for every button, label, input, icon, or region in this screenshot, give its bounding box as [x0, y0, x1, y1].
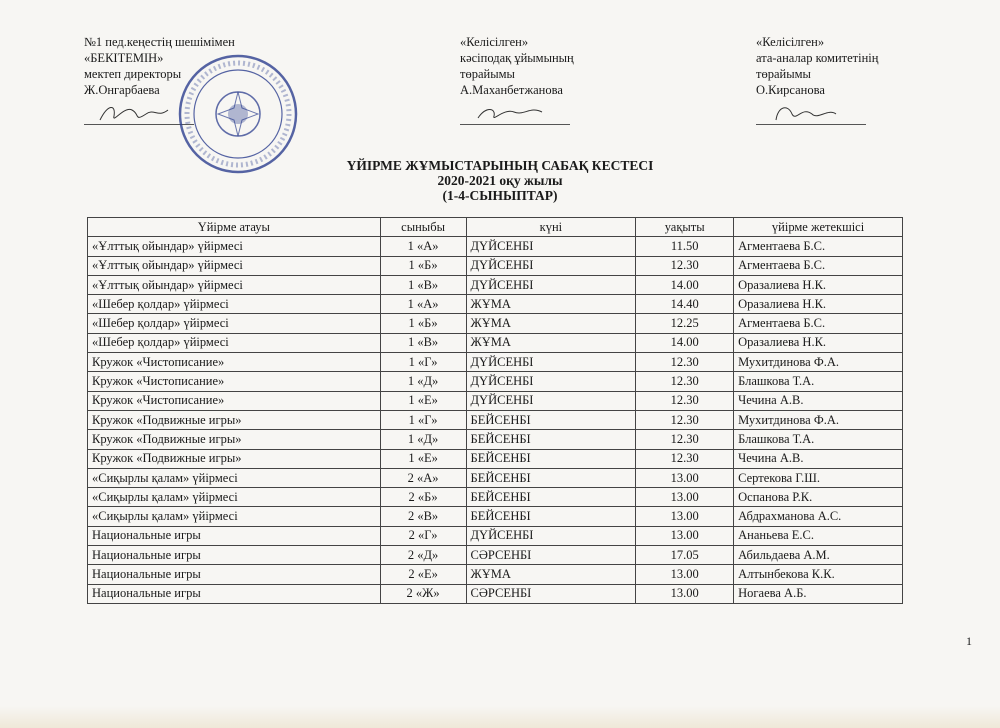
cell-class: 1 «В» [380, 275, 466, 294]
cell-time: 12.25 [636, 314, 734, 333]
cell-club-name: «Ұлттық ойындар» үйірмесі [88, 275, 381, 294]
cell-club-name: «Шебер қолдар» үйірмесі [88, 314, 381, 333]
table-row [88, 295, 903, 314]
cell-day: БЕЙСЕНБІ [466, 488, 636, 507]
cell-leader: Ананьева Е.С. [734, 526, 903, 545]
cell-leader: Блашкова Т.А. [734, 372, 903, 391]
table-header-row [88, 218, 903, 237]
column-header-club-name: Үйірме атауы [88, 218, 381, 237]
title-line-1: ҮЙІРМЕ ЖҰМЫСТАРЫНЫҢ САБАҚ КЕСТЕСІ [346, 158, 654, 173]
cell-leader: Алтынбекова К.К. [734, 565, 903, 584]
cell-class: 1 «Г» [380, 410, 466, 429]
cell-class: 1 «А» [380, 237, 466, 256]
cell-club-name: Национальные игры [88, 526, 381, 545]
schedule-table [87, 217, 903, 604]
schedule-body [88, 237, 903, 604]
cell-day: ДҮЙСЕНБІ [466, 353, 636, 372]
title-line-3: (1-4-СЫНЫПТАР) [442, 188, 558, 203]
approval-line: «Келісілген» [460, 35, 529, 49]
cell-day: ЖҰМА [466, 314, 636, 333]
cell-time: 14.40 [636, 295, 734, 314]
page-number: 1 [966, 634, 972, 648]
cell-leader: Агментаева Б.С. [734, 237, 903, 256]
table-row [88, 584, 903, 603]
approval-parents-committee [756, 34, 878, 125]
cell-time: 12.30 [636, 391, 734, 410]
approval-line: Ж.Онгарбаева [84, 83, 160, 97]
approval-trade-union [460, 34, 574, 125]
cell-time: 12.30 [636, 410, 734, 429]
table-row [88, 372, 903, 391]
cell-class: 2 «А» [380, 468, 466, 487]
cell-club-name: Национальные игры [88, 546, 381, 565]
title-line-2: 2020-2021 оқу жылы [437, 173, 563, 188]
table-row [88, 391, 903, 410]
cell-club-name: «Сиқырлы қалам» үйірмесі [88, 468, 381, 487]
table-row [88, 546, 903, 565]
table-row [88, 449, 903, 468]
cell-class: 1 «Б» [380, 256, 466, 275]
approval-line: №1 пед.кеңестің шешімімен [84, 35, 235, 49]
cell-class: 1 «Д» [380, 372, 466, 391]
approval-line: мектеп директоры [84, 67, 182, 81]
cell-club-name: Кружок «Чистописание» [88, 353, 381, 372]
cell-class: 2 «Ж» [380, 584, 466, 603]
cell-day: ДҮЙСЕНБІ [466, 275, 636, 294]
table-row [88, 275, 903, 294]
table-row [88, 565, 903, 584]
cell-day: БЕЙСЕНБІ [466, 507, 636, 526]
table-row [88, 410, 903, 429]
cell-day: БЕЙСЕНБІ [466, 449, 636, 468]
approval-line: кәсіподақ ұйымының [460, 51, 574, 65]
table-row [88, 353, 903, 372]
cell-time: 12.30 [636, 372, 734, 391]
table-row [88, 237, 903, 256]
cell-time: 14.00 [636, 275, 734, 294]
cell-club-name: Кружок «Чистописание» [88, 372, 381, 391]
cell-time: 17.05 [636, 546, 734, 565]
cell-time: 12.30 [636, 449, 734, 468]
cell-time: 13.00 [636, 526, 734, 545]
approval-line: төрайымы [460, 67, 515, 81]
approval-line: «БЕКІТЕМІН» [84, 51, 164, 65]
cell-time: 14.00 [636, 333, 734, 352]
cell-day: ЖҰМА [466, 295, 636, 314]
cell-leader: Сертекова Г.Ш. [734, 468, 903, 487]
cell-day: БЕЙСЕНБІ [466, 430, 636, 449]
cell-class: 1 «Г» [380, 353, 466, 372]
cell-day: ДҮЙСЕНБІ [466, 256, 636, 275]
cell-club-name: «Шебер қолдар» үйірмесі [88, 295, 381, 314]
table-row [88, 507, 903, 526]
cell-leader: Ногаева А.Б. [734, 584, 903, 603]
approval-line: О.Кирсанова [756, 83, 825, 97]
cell-club-name: Кружок «Подвижные игры» [88, 430, 381, 449]
table-row [88, 468, 903, 487]
cell-club-name: Национальные игры [88, 584, 381, 603]
cell-time: 13.00 [636, 488, 734, 507]
cell-day: ДҮЙСЕНБІ [466, 237, 636, 256]
cell-time: 13.00 [636, 468, 734, 487]
scan-edge [0, 706, 1000, 728]
cell-class: 2 «Е» [380, 565, 466, 584]
cell-leader: Чечина А.В. [734, 391, 903, 410]
cell-class: 2 «Д» [380, 546, 466, 565]
table-row [88, 314, 903, 333]
cell-class: 1 «Е» [380, 449, 466, 468]
cell-leader: Абильдаева А.М. [734, 546, 903, 565]
cell-leader: Оспанова Р.К. [734, 488, 903, 507]
cell-day: СӘРСЕНБІ [466, 584, 636, 603]
cell-time: 13.00 [636, 584, 734, 603]
cell-club-name: «Шебер қолдар» үйірмесі [88, 333, 381, 352]
cell-day: ЖҰМА [466, 565, 636, 584]
cell-day: ДҮЙСЕНБІ [466, 372, 636, 391]
cell-leader: Оразалиева Н.К. [734, 333, 903, 352]
cell-time: 13.00 [636, 565, 734, 584]
cell-day: СӘРСЕНБІ [466, 546, 636, 565]
approval-line: ата-аналар комитетінің [756, 51, 879, 65]
cell-day: ДҮЙСЕНБІ [466, 391, 636, 410]
cell-day: ЖҰМА [466, 333, 636, 352]
cell-club-name: «Ұлттық ойындар» үйірмесі [88, 256, 381, 275]
cell-club-name: «Сиқырлы қалам» үйірмесі [88, 507, 381, 526]
cell-leader: Агментаева Б.С. [734, 256, 903, 275]
cell-club-name: Кружок «Чистописание» [88, 391, 381, 410]
cell-class: 2 «В» [380, 507, 466, 526]
signature-parents-committee [756, 108, 866, 125]
cell-club-name: Кружок «Подвижные игры» [88, 449, 381, 468]
cell-leader: Мухитдинова Ф.А. [734, 353, 903, 372]
cell-class: 1 «Д» [380, 430, 466, 449]
approval-line: төрайымы [756, 67, 811, 81]
cell-day: ДҮЙСЕНБІ [466, 526, 636, 545]
cell-day: БЕЙСЕНБІ [466, 468, 636, 487]
cell-club-name: «Ұлттық ойындар» үйірмесі [88, 237, 381, 256]
cell-time: 12.30 [636, 353, 734, 372]
cell-leader: Оразалиева Н.К. [734, 275, 903, 294]
approval-line: «Келісілген» [756, 35, 825, 49]
column-header-time: уақыты [636, 218, 734, 237]
cell-class: 2 «Г» [380, 526, 466, 545]
cell-leader: Абдрахманова А.С. [734, 507, 903, 526]
cell-time: 12.30 [636, 430, 734, 449]
table-row [88, 333, 903, 352]
document-title [0, 158, 1000, 203]
cell-class: 2 «Б» [380, 488, 466, 507]
signature-trade-union [460, 108, 570, 125]
table-row [88, 256, 903, 275]
cell-leader: Мухитдинова Ф.А. [734, 410, 903, 429]
column-header-class: сыныбы [380, 218, 466, 237]
approval-line: А.Маханбетжанова [460, 83, 563, 97]
cell-class: 1 «Б» [380, 314, 466, 333]
cell-class: 1 «Е» [380, 391, 466, 410]
cell-club-name: Национальные игры [88, 565, 381, 584]
cell-leader: Оразалиева Н.К. [734, 295, 903, 314]
cell-leader: Блашкова Т.А. [734, 430, 903, 449]
cell-time: 11.50 [636, 237, 734, 256]
cell-leader: Агментаева Б.С. [734, 314, 903, 333]
cell-day: БЕЙСЕНБІ [466, 410, 636, 429]
cell-club-name: «Сиқырлы қалам» үйірмесі [88, 488, 381, 507]
cell-time: 13.00 [636, 507, 734, 526]
table-row [88, 488, 903, 507]
table-row [88, 526, 903, 545]
cell-class: 1 «В» [380, 333, 466, 352]
cell-class: 1 «А» [380, 295, 466, 314]
column-header-day: күні [466, 218, 636, 237]
column-header-leader: үйірме жетекшісі [734, 218, 903, 237]
cell-club-name: Кружок «Подвижные игры» [88, 410, 381, 429]
cell-leader: Чечина А.В. [734, 449, 903, 468]
cell-time: 12.30 [636, 256, 734, 275]
table-row [88, 430, 903, 449]
